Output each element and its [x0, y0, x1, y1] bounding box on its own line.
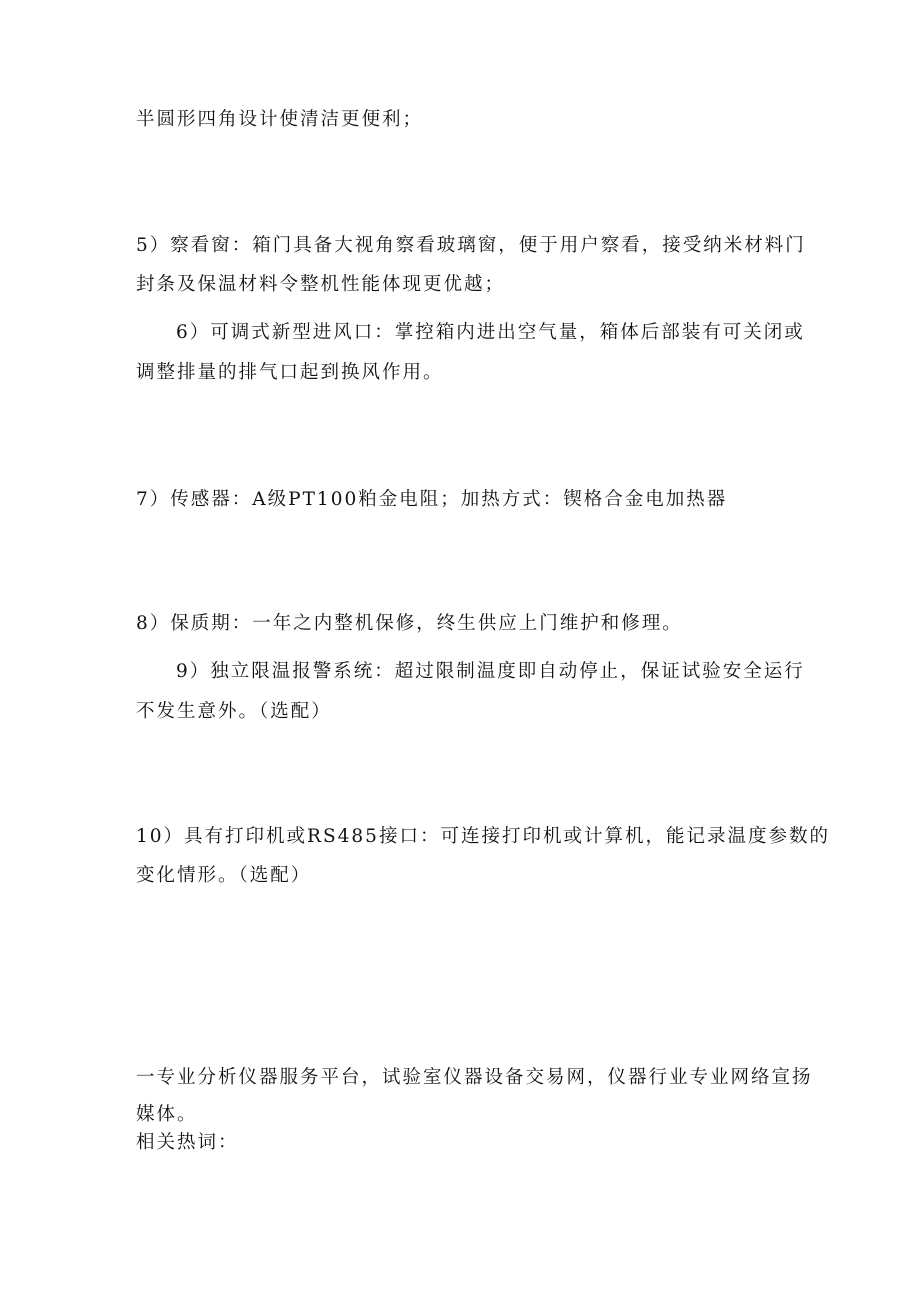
paragraph-line-window-1: 5）察看窗：箱门具备大视角察看玻璃窗，便于用户察看，接受纳米材料门 — [136, 235, 806, 256]
paragraph-line-air-inlet-2: 调整排量的排气口起到换风作用。 — [136, 362, 444, 383]
paragraph-line-air-inlet-1: 6）可调式新型进风口：掌控箱内进出空气量，箱体后部装有可关闭或 — [176, 322, 805, 343]
paragraph-line-platform-2: 媒体。 — [136, 1104, 198, 1125]
paragraph-line-alarm-1: 9）独立限温报警系统：超过限制温度即自动停止，保证试验安全运行 — [176, 661, 805, 682]
paragraph-line-interface-2: 变化情形。（选配） — [136, 865, 312, 886]
paragraph-line-platform-1: 一专业分析仪器服务平台，试验室仪器设备交易网，仪器行业专业网络宣扬 — [136, 1067, 813, 1088]
paragraph-line-interface-1: 10）具有打印机或RS485接口：可连接打印机或计算机，能记录温度参数的 — [136, 826, 830, 847]
paragraph-line-warranty: 8）保质期：一年之内整机保修，终生供应上门维护和修理。 — [136, 613, 683, 634]
related-keywords-label: 相关热词： — [136, 1132, 239, 1153]
paragraph-line-alarm-2: 不发生意外。（选配） — [136, 701, 332, 722]
paragraph-line-sensor: 7）传感器：A级PT100粕金电阻；加热方式：锲格合金电加热器 — [136, 489, 728, 510]
paragraph-line-cleaning: 半圆形四角设计使清洁更便利； — [136, 109, 424, 130]
paragraph-line-window-2: 封条及保温材料令整机性能体现更优越； — [136, 274, 506, 295]
